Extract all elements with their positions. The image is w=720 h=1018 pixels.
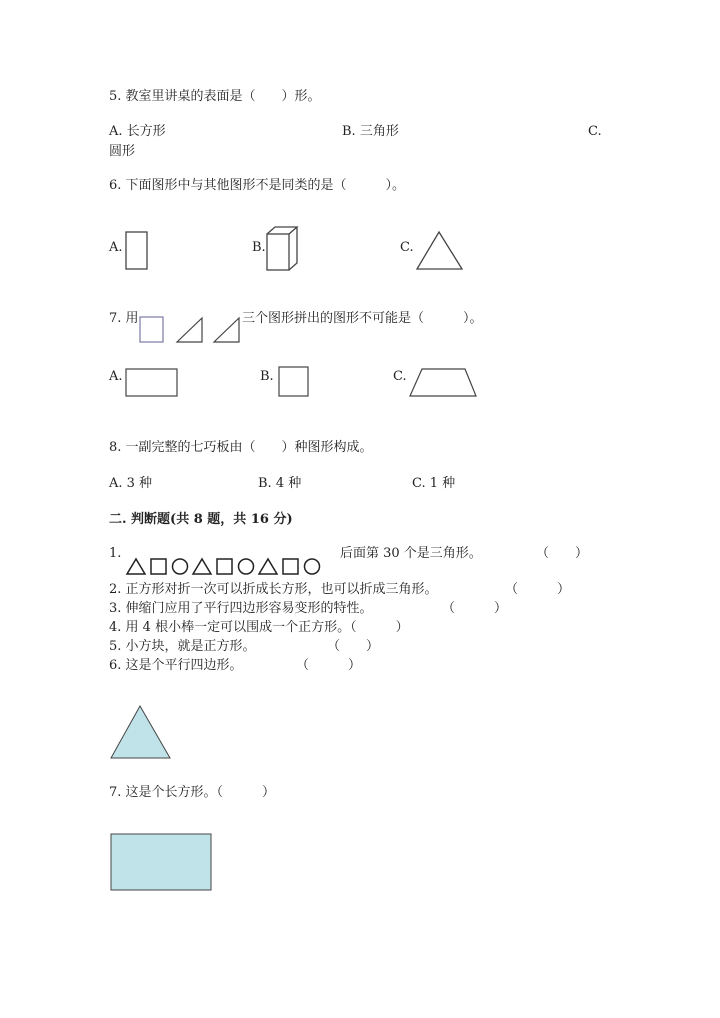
q7-rectangle-option bbox=[125, 368, 179, 398]
q5-option-c: C. bbox=[588, 124, 602, 139]
judge-5-answer-paren: （ ） bbox=[327, 639, 380, 654]
shape-sequence-pattern bbox=[125, 557, 340, 577]
q8-option-c: C. 1 种 bbox=[412, 476, 456, 491]
judge-6-answer-paren: （ ） bbox=[296, 658, 362, 673]
judge-6-text: 6. 这是个平行四边形。 bbox=[109, 658, 243, 673]
q6-triangle-shape bbox=[415, 230, 465, 272]
q7-triangle-piece-2 bbox=[212, 316, 242, 344]
q7-label-b: B. bbox=[260, 369, 274, 384]
judge-3-text: 3. 伸缩门应用了平行四边形容易变形的特性。 bbox=[109, 601, 373, 616]
q7-triangle-piece-1 bbox=[175, 316, 205, 344]
q6-label-b: B. bbox=[252, 240, 266, 255]
judge-1-number: 1. bbox=[109, 546, 122, 561]
q6-label-c: C. bbox=[400, 240, 414, 255]
q6-rectangle-shape bbox=[125, 230, 149, 270]
judge-1-text: 后面第 30 个是三角形。 bbox=[340, 546, 482, 561]
q7-label-c: C. bbox=[393, 369, 407, 384]
judge-2-text: 2. 正方形对折一次可以折成长方形，也可以折成三角形。 bbox=[109, 582, 438, 597]
q7-label-a: A. bbox=[109, 369, 123, 384]
judge-6-triangle-figure bbox=[109, 704, 173, 760]
judge-7-text: 7. 这是个长方形。（ ） bbox=[109, 785, 276, 800]
q7-square-option bbox=[278, 366, 310, 398]
q5-option-c-text: 圆形 bbox=[109, 144, 136, 159]
judge-3-answer-paren: （ ） bbox=[442, 601, 508, 616]
q8-option-a: A. 3 种 bbox=[109, 476, 153, 491]
judge-4-text: 4. 用 4 根小棒一定可以围成一个正方形。（ ） bbox=[109, 620, 409, 635]
q7-trapezoid-option bbox=[408, 367, 478, 399]
judge-7-rectangle-figure bbox=[110, 833, 214, 893]
judge-1-answer-paren: （ ） bbox=[536, 546, 589, 561]
q7-stem-suffix: 三个图形拼出的图形不可能是（ ）。 bbox=[242, 311, 483, 326]
judge-5-text: 5. 小方块，就是正方形。 bbox=[109, 639, 256, 654]
q5-stem: 5. 教室里讲桌的表面是（ ）形。 bbox=[109, 89, 321, 104]
q6-cuboid-shape bbox=[265, 226, 299, 272]
q6-stem: 6. 下面图形中与其他图形不是同类的是（ ）。 bbox=[109, 178, 406, 193]
q7-square-piece bbox=[139, 316, 165, 344]
q8-option-b: B. 4 种 bbox=[258, 476, 302, 491]
q5-option-b: B. 三角形 bbox=[342, 124, 399, 139]
q5-option-a: A. 长方形 bbox=[109, 124, 166, 139]
q6-label-a: A. bbox=[109, 240, 123, 255]
q7-stem-prefix: 7. 用 bbox=[109, 311, 139, 326]
judge-2-answer-paren: （ ） bbox=[505, 582, 571, 597]
section-2-title: 二. 判断题(共 8 题，共 16 分) bbox=[109, 512, 293, 527]
q8-stem: 8. 一副完整的七巧板由（ ）种图形构成。 bbox=[109, 440, 373, 455]
